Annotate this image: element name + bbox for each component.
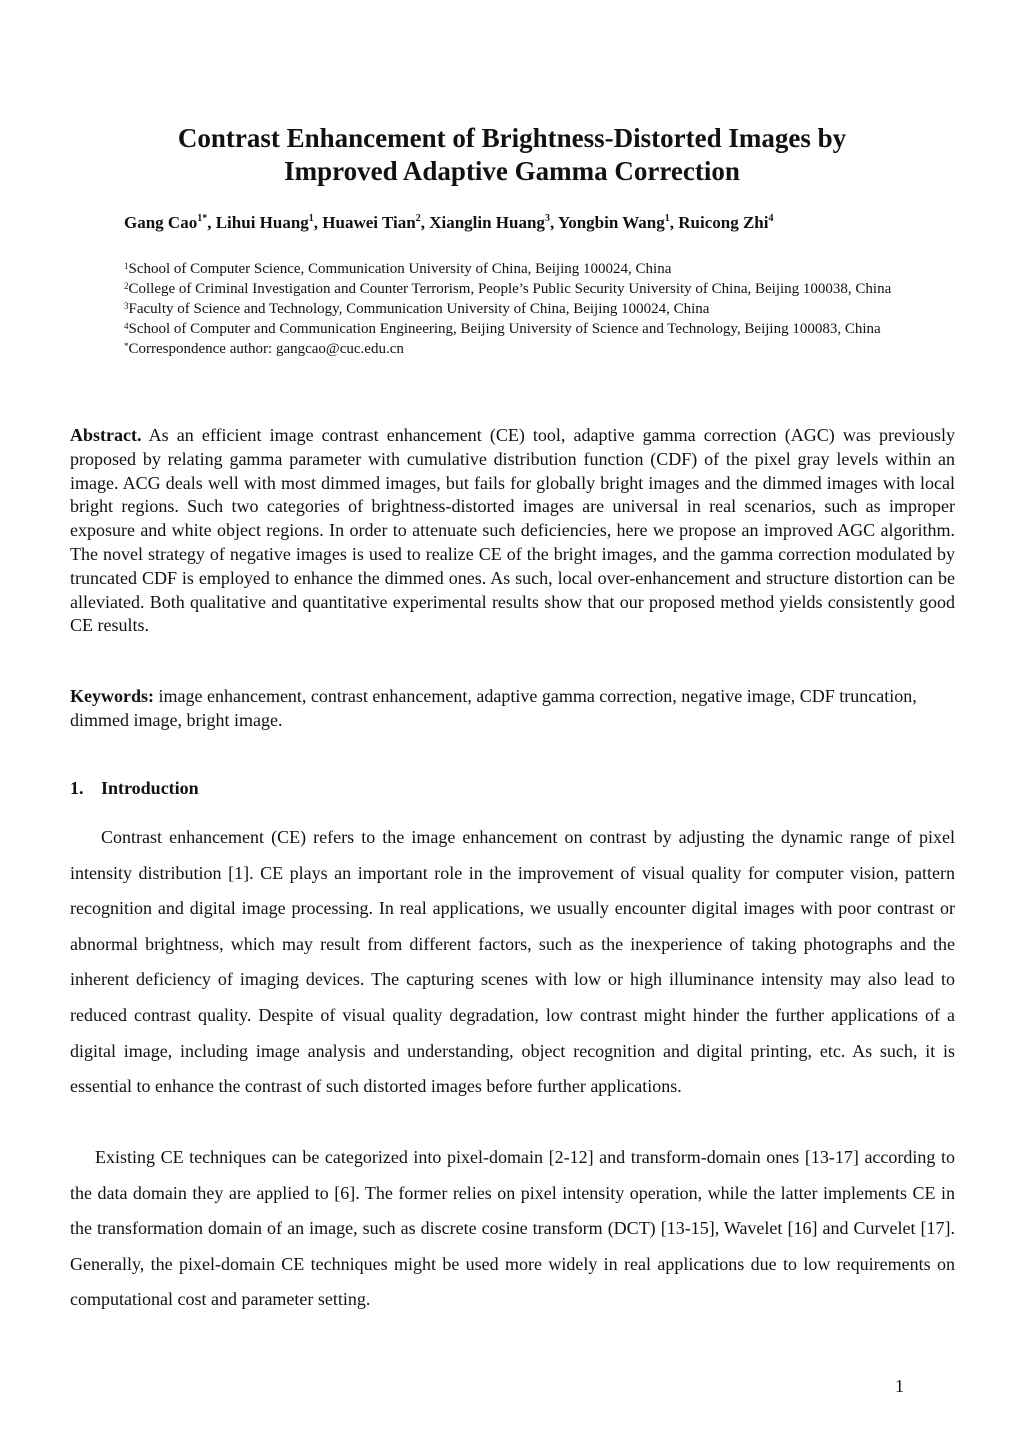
author-affiliation-marker: 3 [544,213,550,224]
author-name: Lihui Huang [215,213,309,232]
author-affiliation-marker: 1* [197,213,208,224]
keywords-text: image enhancement, contrast enhancement, adaptive gamma correction, negative image, CDF truncation, dimmed image, bright image. [70,686,917,730]
body-paragraph: Existing CE techniques can be categorized into pixel-domain [2-12] and transform-domain ones [13-17] according to the data domain they are applied to [6]. The former relies on pixel intensity operation, while the latter implements CE in the transformation domain of an image, such as discrete cosine transform (DCT) [13-15], Wavelet [16] and Curvelet [17]. Generally, the pixel-domain CE techniques might be used more widely in real applications due to low requirements on computational cost and parameter setting. [70,1147,955,1310]
correspondence-text: Correspondence author: gangcao@cuc.edu.cn [128,341,404,357]
affiliation-text: School of Computer and Communication Engineering, Beijing University of Science and Technology, Beijing 100083, China [128,321,881,337]
body-paragraph: Contrast enhancement (CE) refers to the image enhancement on contrast by adjusting the dynamic range of pixel intensity distribution [1]. CE plays an important role in the improvement of visual quality for computer vision, pattern recognition and digital image processing. In real applications, we usually encounter digital images with poor contrast or abnormal brightness, which may result from different factors, such as the inexperience of taking photographs and the inherent deficiency of imaging devices. The capturing scenes with low or high illuminance intensity may also lead to reduced contrast quality. Despite of visual quality degradation, low contrast might hinder the further applications of a digital image, including image analysis and understanding, object recognition and digital printing, etc. As such, it is essential to enhance the contrast of such distorted images before further applications. [70,827,955,1097]
abstract [70,424,955,638]
affiliation-text: Faculty of Science and Technology, Communication University of China, Beijing 100024, China [128,301,710,317]
author-affiliation-marker: 2 [415,213,421,224]
author-name: Xianglin Huang [429,213,545,232]
abstract-text: As an efficient image contrast enhancement (CE) tool, adaptive gamma correction (AGC) was previously proposed by relating gamma parameter with cumulative distribution function (CDF) of the pixel gray levels within an image. ACG deals well with most dimmed images, but fails for globally bright images and the dimmed images with local bright regions. Such two categories of brightness-distorted images are universal in real scenarios, such as improper exposure and white object regions. In order to attenuate such deficiencies, here we propose an improved AGC algorithm. The novel strategy of negative images is used to realize CE of the bright images, and the gamma correction modulated by truncated CDF is employed to enhance the dimmed ones. As such, local over-enhancement and structure distortion can be alleviated. Both qualitative and quantitative experimental results show that our proposed method yields consistently good CE results. [70,425,955,636]
affiliation-marker: 2 [124,281,129,291]
correspondence-note [124,339,904,359]
author-affiliation-marker: 1 [664,213,670,224]
affiliation-marker: 4 [124,321,129,331]
author-affiliation-marker: 4 [768,213,774,224]
keywords [70,685,955,732]
page-number: 1 [895,1376,904,1396]
author-name: Ruicong Zhi [678,213,769,232]
affiliation-marker: 3 [124,301,129,311]
affiliation-marker: 1 [124,261,129,271]
affiliation [124,259,904,279]
title-line: Improved Adaptive Gamma Correction [284,156,740,186]
author-name: Yongbin Wang [557,213,665,232]
author-affiliation-marker: 1 [308,213,314,224]
affiliation [124,299,904,319]
affiliation-text: College of Criminal Investigation and Counter Terrorism, People’s Public Security University of China, Beijing 100038, China [128,281,892,297]
correspondence-marker: * [124,341,129,351]
title-line: Contrast Enhancement of Brightness-Distorted Images by [177,123,847,153]
author-name: Gang Cao [124,213,198,232]
section-heading-introduction [70,776,199,800]
author-list: Gang Cao$^{1*}$, Lihui Huang$^1$, Huawei Tian$^2$, Xianglin Huang$^3$, Yongbin Wang$^1$, Ruicong Zhi$^4$ [124,213,774,232]
keywords-label: Keywords: [70,686,154,706]
author-name: Huawei Tian [322,213,416,232]
affiliation [124,279,904,299]
section-title: Introduction [101,778,199,798]
abstract-label: Abstract. [70,425,142,445]
section-number: 1. [70,778,84,798]
affiliation [124,319,904,339]
affiliation-text: School of Computer Science, Communication University of China, Beijing 100024, China [128,261,672,277]
paper-title [100,122,924,188]
affiliation-list [124,259,904,359]
